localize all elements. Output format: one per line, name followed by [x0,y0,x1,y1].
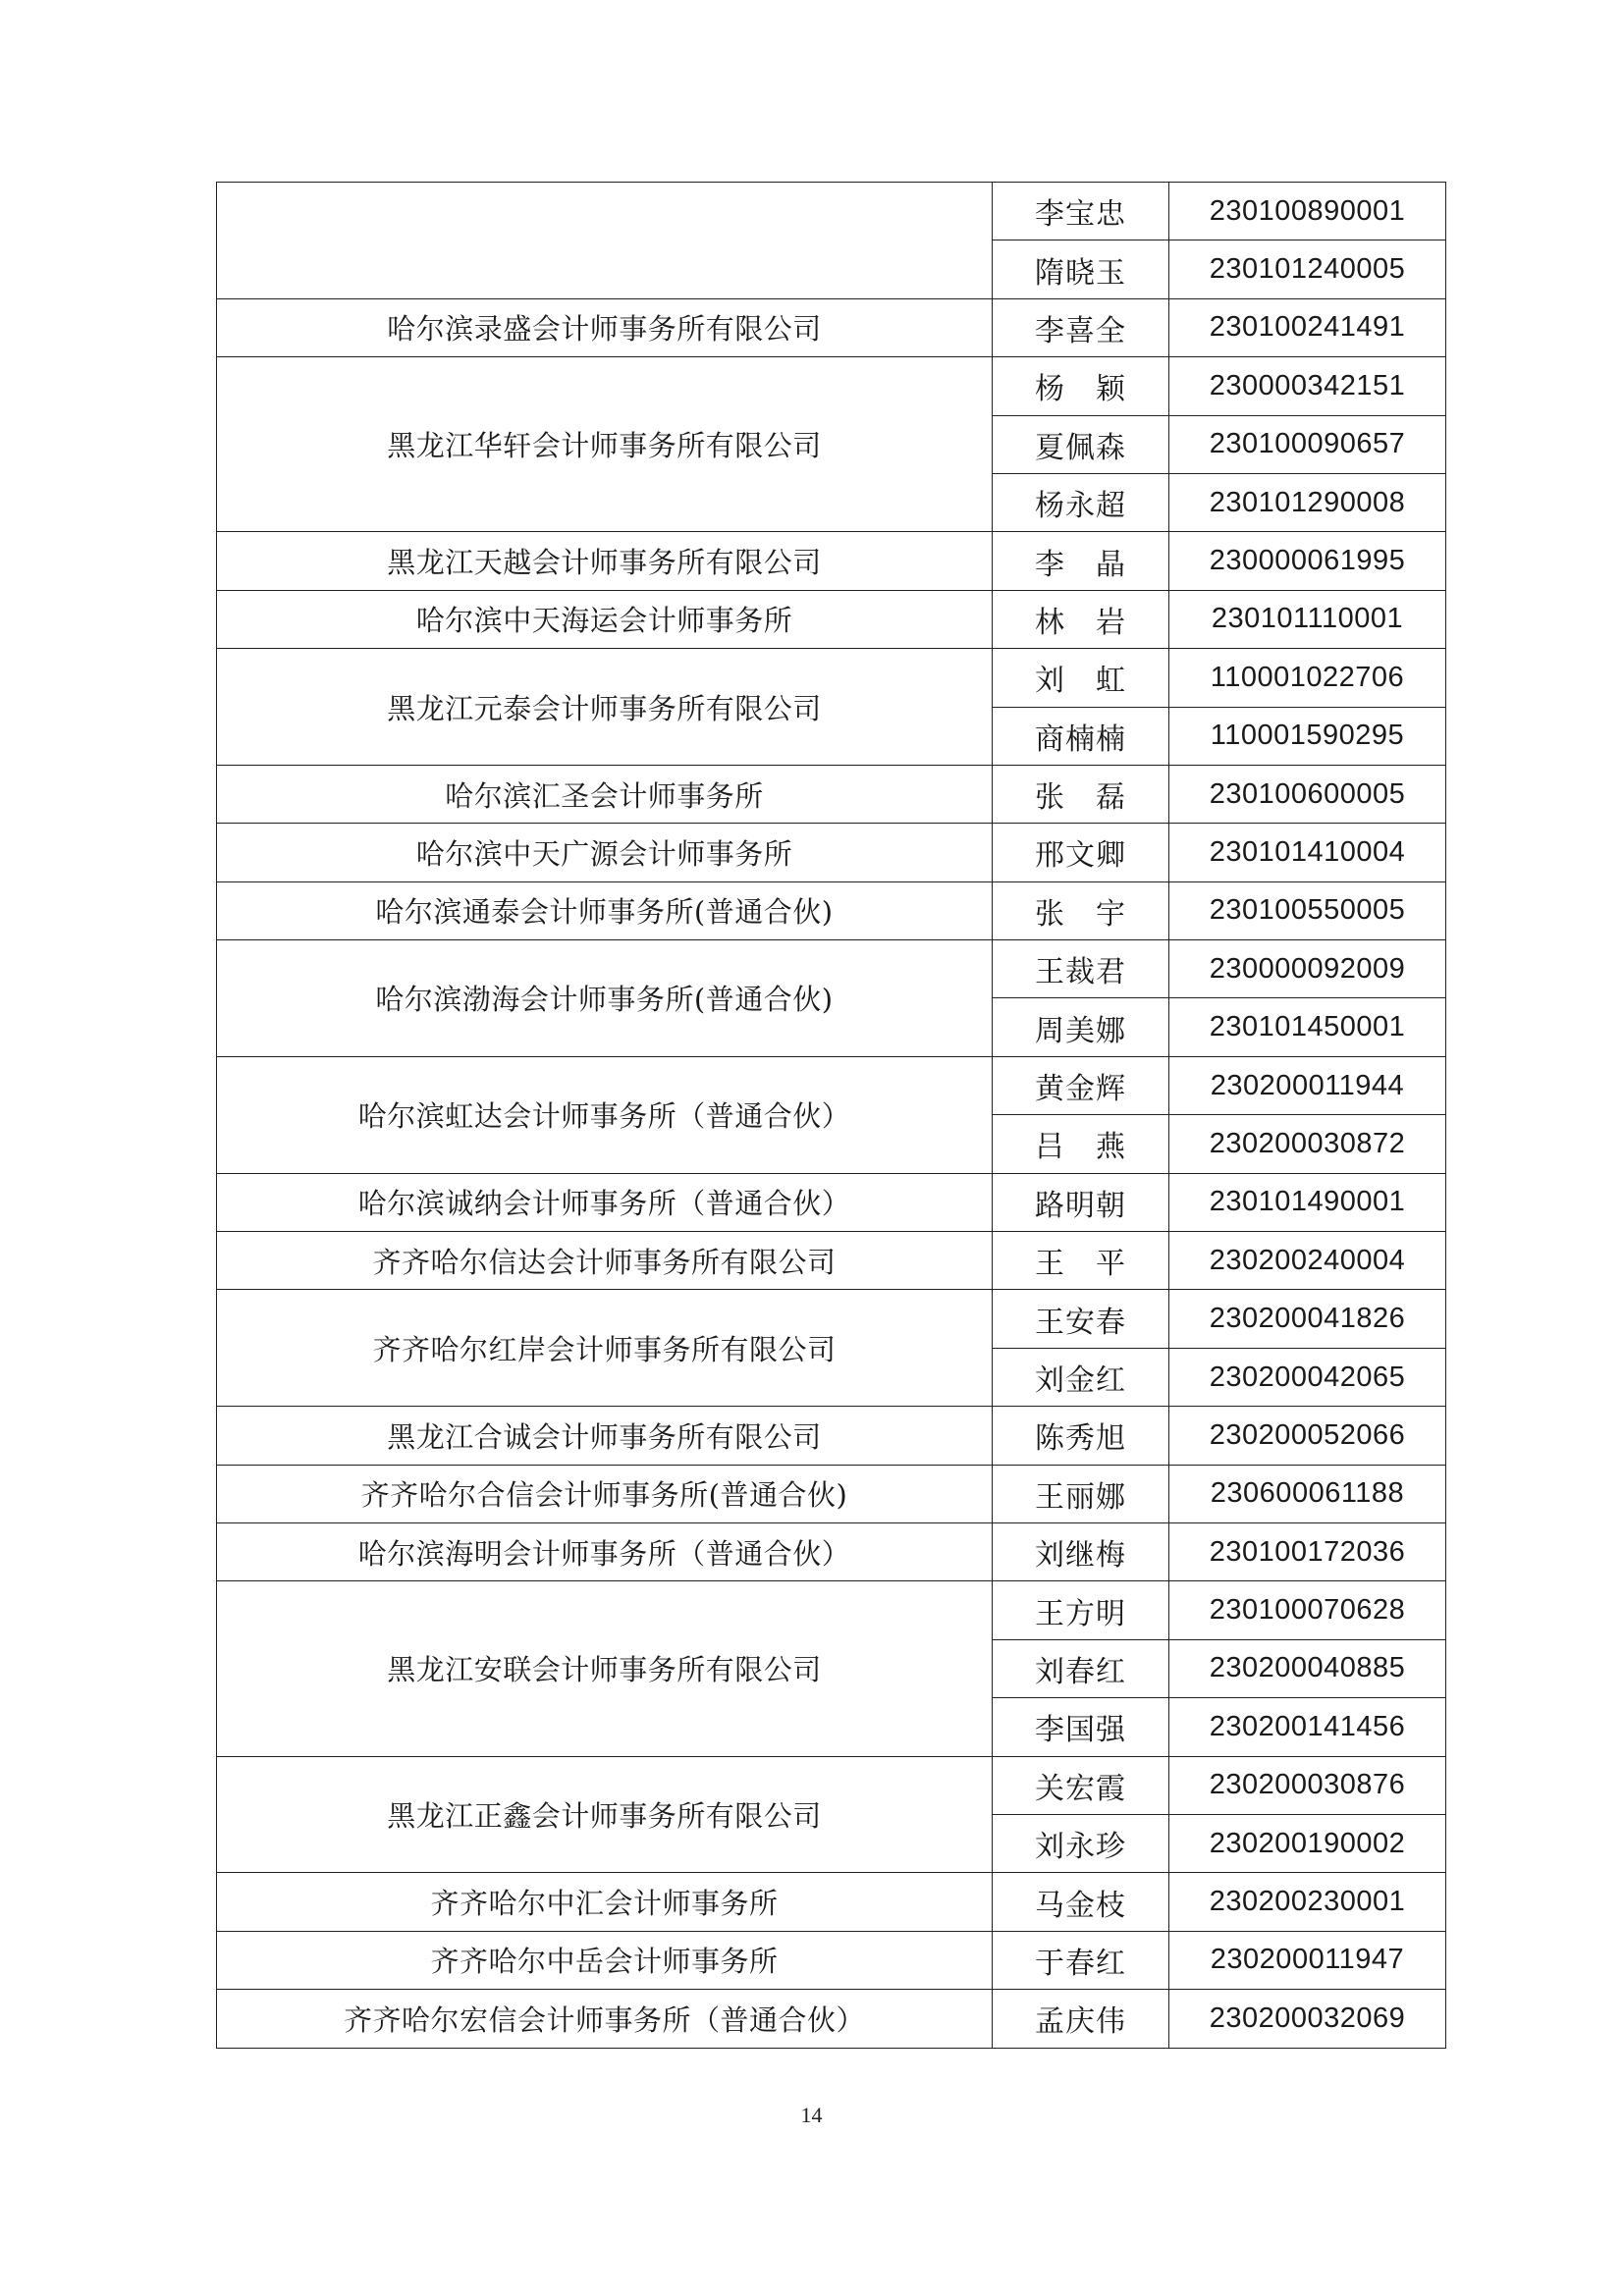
firm-name-cell: 哈尔滨虹达会计师事务所（普通合伙） [217,1056,993,1173]
certificate-number-cell: 230100090657 [1169,415,1446,473]
firm-name-cell: 黑龙江安联会计师事务所有限公司 [217,1581,993,1756]
table-row [217,649,1446,707]
accountant-name-cell: 陈秀旭 [993,1407,1169,1465]
table-row [217,940,1446,998]
firm-name-cell: 齐齐哈尔宏信会计师事务所（普通合伙） [217,1990,993,2048]
accountant-name-cell: 杨 颖 [993,357,1169,415]
table-row [217,357,1446,415]
certificate-number-cell: 230200042065 [1169,1348,1446,1406]
table-row [217,1056,1446,1114]
certificate-number-cell: 230200011947 [1169,1931,1446,1989]
certificate-number-cell: 230100550005 [1169,881,1446,939]
table-row [217,298,1446,356]
accountant-name-cell: 黄金辉 [993,1056,1169,1114]
accountant-name-cell: 邢文卿 [993,824,1169,881]
accountant-name-cell: 王裁君 [993,940,1169,998]
accountant-name-cell: 李宝忠 [993,183,1169,240]
table-row [217,1990,1446,2048]
accountant-name-cell: 马金枝 [993,1873,1169,1931]
accountant-name-cell: 吕 燕 [993,1115,1169,1173]
certificate-number-cell: 230200030876 [1169,1756,1446,1814]
accountant-name-cell: 于春红 [993,1931,1169,1989]
accountant-name-cell: 夏佩森 [993,415,1169,473]
table-row [217,824,1446,881]
firm-name-cell: 哈尔滨通泰会计师事务所(普通合伙) [217,881,993,939]
table-row [217,1931,1446,1989]
registry-table-body [217,183,1446,2049]
certificate-number-cell: 230100890001 [1169,183,1446,240]
accountant-name-cell: 刘继梅 [993,1522,1169,1580]
certificate-number-cell: 230100070628 [1169,1581,1446,1639]
firm-name-cell: 黑龙江元泰会计师事务所有限公司 [217,649,993,766]
accountant-name-cell: 路明朝 [993,1173,1169,1231]
table-row [217,881,1446,939]
table-row [217,183,1446,240]
accountant-name-cell: 张 磊 [993,765,1169,823]
accountant-name-cell: 王方明 [993,1581,1169,1639]
firm-name-cell: 哈尔滨中天海运会计师事务所 [217,590,993,648]
table-row [217,765,1446,823]
accountant-name-cell: 张 宇 [993,881,1169,939]
certificate-number-cell: 230100600005 [1169,765,1446,823]
firm-name-cell: 黑龙江合诚会计师事务所有限公司 [217,1407,993,1465]
accountant-name-cell: 周美娜 [993,998,1169,1056]
firm-name-cell: 哈尔滨海明会计师事务所（普通合伙） [217,1522,993,1580]
accountant-name-cell: 王丽娜 [993,1465,1169,1522]
firm-name-cell: 齐齐哈尔信达会计师事务所有限公司 [217,1232,993,1290]
firm-name-cell: 齐齐哈尔合信会计师事务所(普通合伙) [217,1465,993,1522]
certificate-number-cell: 230101240005 [1169,240,1446,298]
firm-name-cell: 哈尔滨汇圣会计师事务所 [217,765,993,823]
accountant-name-cell: 关宏霞 [993,1756,1169,1814]
table-row [217,1581,1446,1639]
accountant-name-cell: 李国强 [993,1698,1169,1756]
table-row [217,1232,1446,1290]
certificate-number-cell: 230600061188 [1169,1465,1446,1522]
firm-name-cell: 齐齐哈尔中汇会计师事务所 [217,1873,993,1931]
certificate-number-cell: 230100172036 [1169,1522,1446,1580]
certificate-number-cell: 230200032069 [1169,1990,1446,2048]
accountant-name-cell: 李喜全 [993,298,1169,356]
accountant-name-cell: 李 晶 [993,532,1169,590]
certificate-number-cell: 230200240004 [1169,1232,1446,1290]
accountant-name-cell: 杨永超 [993,473,1169,531]
firm-name-cell: 黑龙江天越会计师事务所有限公司 [217,532,993,590]
table-row [217,1522,1446,1580]
accountant-name-cell: 林 岩 [993,590,1169,648]
firm-name-cell: 齐齐哈尔红岸会计师事务所有限公司 [217,1290,993,1407]
accountant-name-cell: 刘 虹 [993,649,1169,707]
certificate-number-cell: 230200230001 [1169,1873,1446,1931]
certificate-number-cell: 230200052066 [1169,1407,1446,1465]
certificate-number-cell: 230101290008 [1169,473,1446,531]
table-row [217,590,1446,648]
table-row [217,532,1446,590]
certificate-number-cell: 230101450001 [1169,998,1446,1056]
table-row [217,1290,1446,1348]
accountant-name-cell: 刘春红 [993,1639,1169,1697]
table-row [217,1407,1446,1465]
certificate-number-cell: 230200011944 [1169,1056,1446,1114]
certificate-number-cell: 230101410004 [1169,824,1446,881]
firm-name-cell: 哈尔滨录盛会计师事务所有限公司 [217,298,993,356]
certificate-number-cell: 230101490001 [1169,1173,1446,1231]
accountant-name-cell: 隋晓玉 [993,240,1169,298]
accountant-name-cell: 刘金红 [993,1348,1169,1406]
table-row [217,1465,1446,1522]
certificate-number-cell: 230200141456 [1169,1698,1446,1756]
accountant-name-cell: 王 平 [993,1232,1169,1290]
cpa-registry-table [216,182,1446,2049]
page-number: 14 [800,2103,823,2127]
table-row [217,1873,1446,1931]
certificate-number-cell: 230100241491 [1169,298,1446,356]
firm-name-cell [217,183,993,299]
table-row [217,1756,1446,1814]
firm-name-cell: 哈尔滨渤海会计师事务所(普通合伙) [217,940,993,1057]
certificate-number-cell: 110001022706 [1169,649,1446,707]
certificate-number-cell: 230200040885 [1169,1639,1446,1697]
firm-name-cell: 黑龙江华轩会计师事务所有限公司 [217,357,993,532]
accountant-name-cell: 商楠楠 [993,707,1169,765]
certificate-number-cell: 230000092009 [1169,940,1446,998]
certificate-number-cell: 230200190002 [1169,1814,1446,1872]
certificate-number-cell: 230200030872 [1169,1115,1446,1173]
certificate-number-cell: 110001590295 [1169,707,1446,765]
certificate-number-cell: 230000342151 [1169,357,1446,415]
firm-name-cell: 黑龙江正鑫会计师事务所有限公司 [217,1756,993,1873]
accountant-name-cell: 刘永珍 [993,1814,1169,1872]
firm-name-cell: 齐齐哈尔中岳会计师事务所 [217,1931,993,1989]
firm-name-cell: 哈尔滨中天广源会计师事务所 [217,824,993,881]
firm-name-cell: 哈尔滨诚纳会计师事务所（普通合伙） [217,1173,993,1231]
table-row [217,1173,1446,1231]
certificate-number-cell: 230101110001 [1169,590,1446,648]
certificate-number-cell: 230000061995 [1169,532,1446,590]
accountant-name-cell: 王安春 [993,1290,1169,1348]
certificate-number-cell: 230200041826 [1169,1290,1446,1348]
accountant-name-cell: 孟庆伟 [993,1990,1169,2048]
